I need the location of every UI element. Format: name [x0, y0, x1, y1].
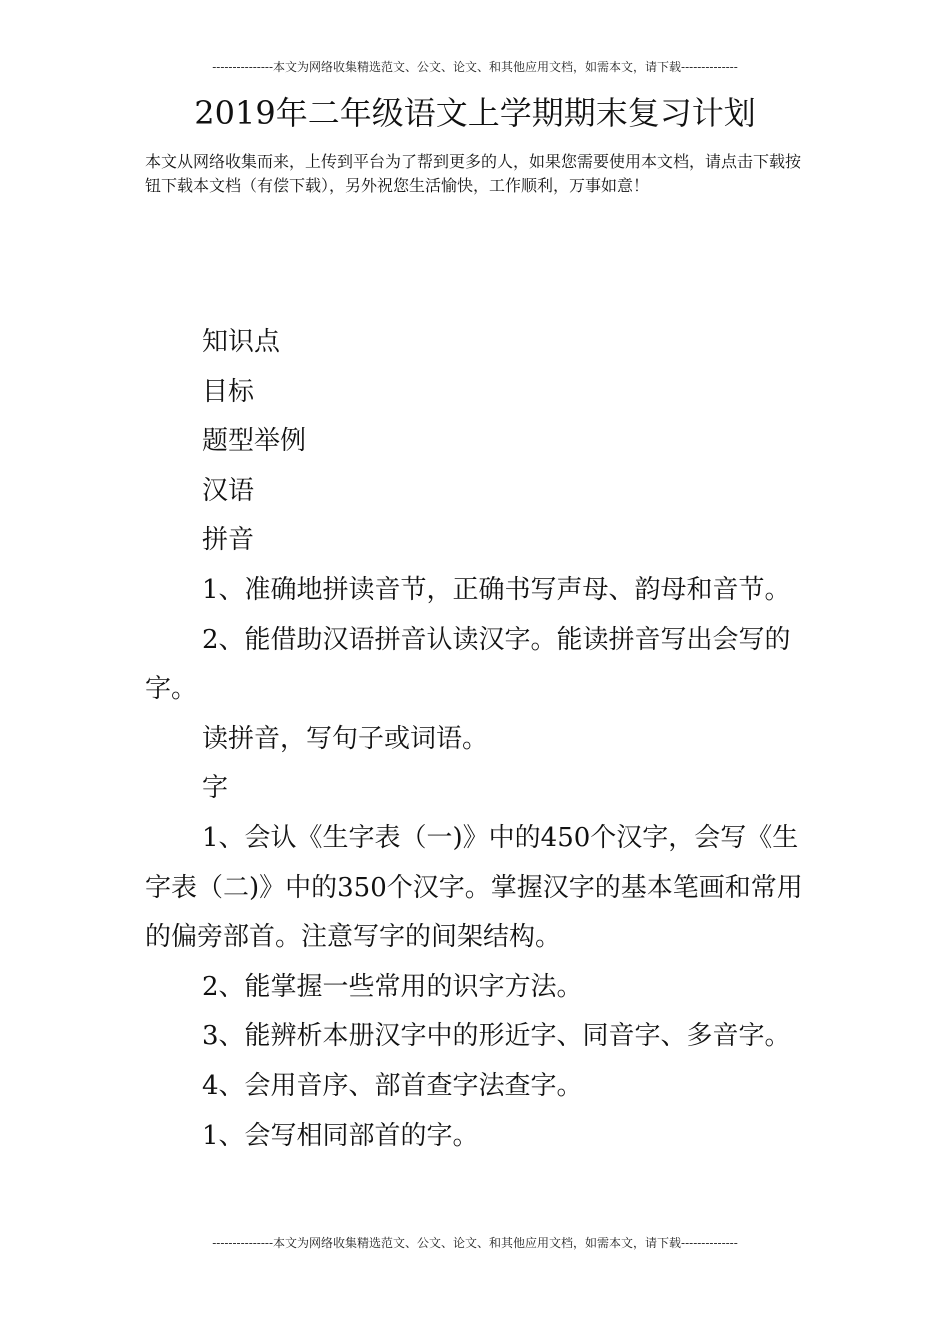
document-title: 2019年二年级语文上学期期末复习计划: [194, 94, 756, 132]
paragraph-characters-example-1: 1、会写相同部首的字。: [202, 1120, 479, 1151]
paragraph-question-types: 题型举例: [202, 426, 307, 457]
page-footer: ---------------本文为网络收集精选范文、公文、论文、和其他应用文档，如需本文，请下载--------------: [212, 1236, 738, 1250]
document-body: [145, 318, 810, 1161]
paragraph-characters: 字: [202, 773, 229, 804]
paragraph-pinyin-example: 读拼音，写句子或词语。: [202, 723, 489, 754]
paragraph-pinyin-item-2: 2、能借助汉语拼音认读汉字。能读拼音写出会写的字。: [145, 624, 791, 705]
paragraph-knowledge-points: 知识点: [202, 327, 281, 357]
paragraph-characters-item-2: 2、能掌握一些常用的识字方法。: [202, 971, 583, 1002]
paragraph-pinyin: 拼音: [202, 525, 255, 556]
paragraph-characters-item-1: 1、会认《生字表（一)》中的450个汉字，会写《生字表（二)》中的350个汉字。掌握汉字的基本笔画和常用的偏旁部首。注意写字的间架结构。: [145, 822, 803, 953]
page-header: ---------------本文为网络收集精选范文、公文、论文、和其他应用文档，如需本文，请下载--------------: [212, 60, 738, 74]
paragraph-chinese: 汉语: [202, 475, 255, 506]
paragraph-goals: 目标: [202, 376, 255, 407]
paragraph-pinyin-item-1: 1、准确地拼读音节，正确书写声母、韵母和音节。: [202, 574, 791, 605]
paragraph-characters-item-3: 3、能辨析本册汉字中的形近字、同音字、多音字。: [202, 1021, 791, 1052]
paragraph-characters-item-4: 4、会用音序、部首查字法查字。: [202, 1070, 583, 1101]
intro-paragraph: 本文从网络收集而来，上传到平台为了帮到更多的人，如果您需要使用本文档，请点击下载按钮下载本文档（有偿下载），另外祝您生活愉快，工作顺利，万事如意！: [145, 152, 802, 195]
